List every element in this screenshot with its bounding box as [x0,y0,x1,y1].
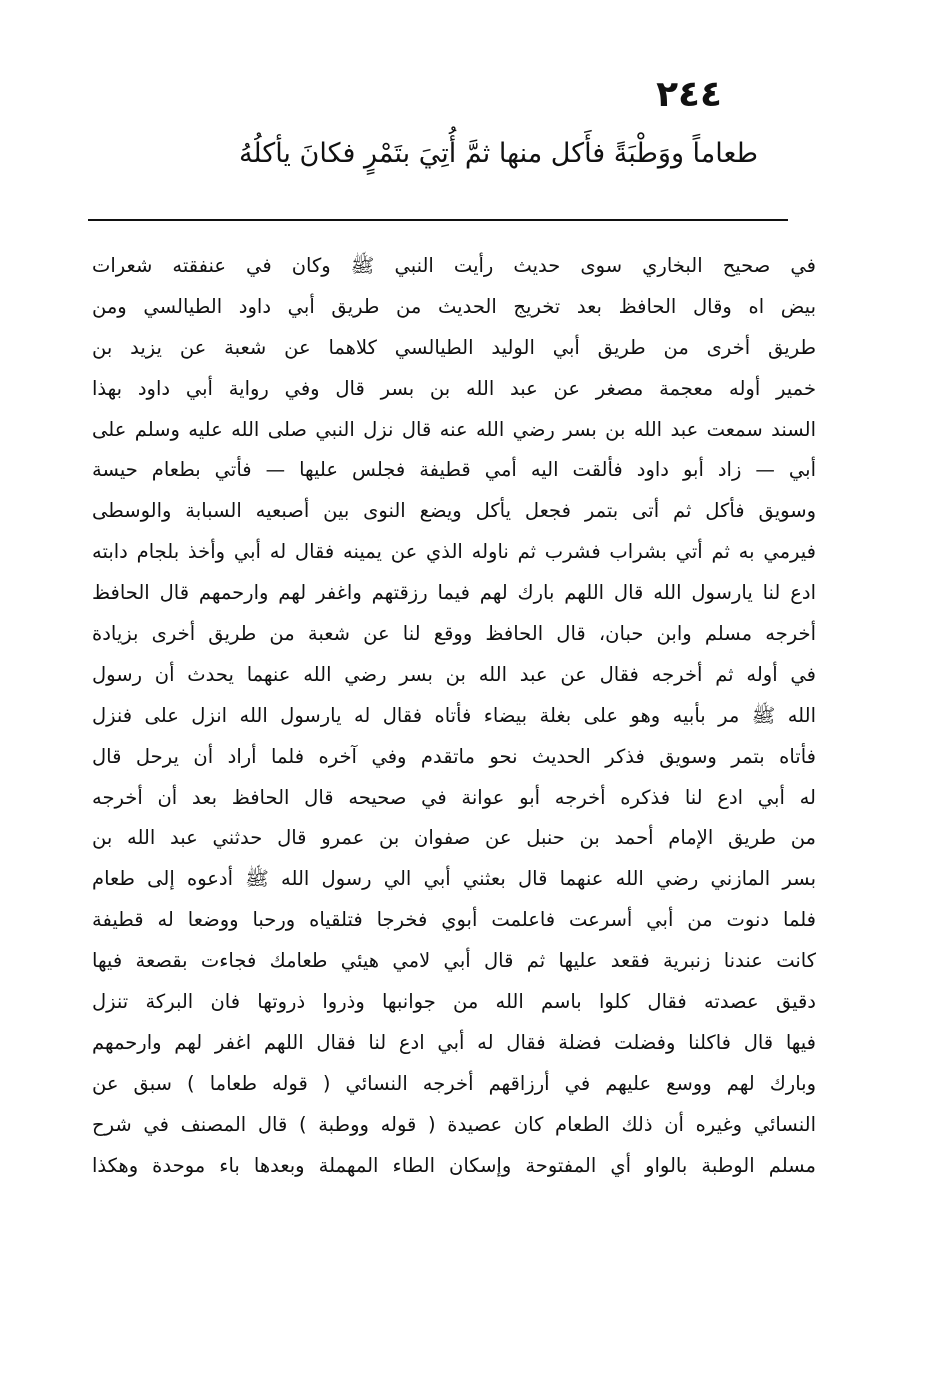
commentary-line: فيها قال فاكلنا وفضلت فضلة فقال له أبي ادع لنا فقال اللهم اغفر لهم وارحمهم [92,1030,816,1054]
commentary-line: بيض اه وقال الحافظ بعد تخريج الحديث من طريق أبي داود الطيالسي ومن [92,294,816,318]
commentary-line: في صحيح البخاري سوى حديث رأيت النبي ﷺ وكان في عنفقته شعرات [92,254,816,277]
commentary-line: دقيق عصدته فقال كلوا باسم الله من جوانبها وذروا ذروتها فان البركة تنزل [92,990,816,1014]
commentary-block [92,246,816,1186]
main-text-line: طعاماً ووَطْبَةً فأَكل منها ثمَّ أُتِيَ بتَمْرٍ فكانَ يأكلُهُ [238,138,758,169]
commentary-line: طريق أخرى من طريق أبي الوليد الطيالسي كلاهما عن شعبة عن يزيد بن [92,335,816,359]
commentary-line: وبارك لهم ووسع عليهم في أرزاقهم أخرجه النسائي ( قوله طعاما ) سبق عن [92,1071,816,1095]
commentary-line: السند سمعت عبد الله بن بسر رضي الله عنه قال نزل النبي صلى الله عليه وسلم على [92,417,816,441]
commentary-line: فيرمي به ثم أتي بشراب فشرب ثم ناوله الذي عن يمينه فقال له أبي وأخذ بلجام دابته [92,540,816,564]
commentary-line: له أبي ادع لنا فذكره أخرجه أبو عوانة في صحيحه قال الحافظ بعد أن أخرجه [92,785,816,809]
commentary-line: أبي — زاد أبو داود فألقت اليه أمي قطيفة فجلس عليها — فأتي بطعام حيسة [92,458,816,482]
commentary-line: فأتاه بتمر وسويق فذكر الحديث نحو ماتقدم وفي آخره فلما أراد أن يرحل قال [92,744,816,768]
commentary-line: ادع لنا يارسول الله قال اللهم بارك لهم فيما رزقتهم واغفر لهم وارحمهم قال الحافظ [92,581,816,605]
page-number: ٢٤٤ [656,74,722,115]
commentary-line: خمير أوله معجمة مصغر عن عبد الله بن بسر قال وفي رواية أبي داود بهذا [92,376,816,400]
commentary-line: بسر المازني رضي الله عنهما قال بعثني أبي الي رسول الله ﷺ أدعوه إلى طعام [92,867,816,891]
commentary-line: الله ﷺ مر بأبيه وهو على بغلة بيضاء فأتاه فقال له يارسول الله انزل على فنزل [92,703,816,727]
divider-rule [88,219,788,221]
commentary-line: فلما دنوت من أبي أسرعت فاعلمت أبوي فخرجا فتلقياه ورحبا ووضعا له قطيفة [92,908,816,932]
commentary-line: النسائي وغيره أن ذلك الطعام كان عصيدة ( قوله ووطبة ) قال المصنف في شرح [92,1112,816,1136]
commentary-line: وسويق فأكل ثم أتى بتمر فجعل يأكل ويضع النوى بين أصبعيه السبابة والوسطى [92,499,816,523]
commentary-line: كانت عندنا زنبرية فقعد عليها ثم قال أبي لامي هيئي طعامك فجاءت بقصعة فيها [92,949,816,973]
commentary-line: أخرجه مسلم وابن حبان، قال الحافظ ووقع لنا عن شعبة من طريق أخرى بزيادة [92,622,816,646]
commentary-line: في أوله ثم أخرجه فقال عن عبد الله بن بسر رضي الله عنهما يحدث أن رسول [92,662,816,686]
commentary-line: من طريق الإمام أحمد بن حنبل عن صفوان بن عمرو قال حدثني عبد الله بن [92,826,816,850]
commentary-line: مسلم الوطبة بالواو أي المفتوحة وإسكان الطاء المهملة وبعدها باء موحدة وهكذا [92,1153,816,1177]
